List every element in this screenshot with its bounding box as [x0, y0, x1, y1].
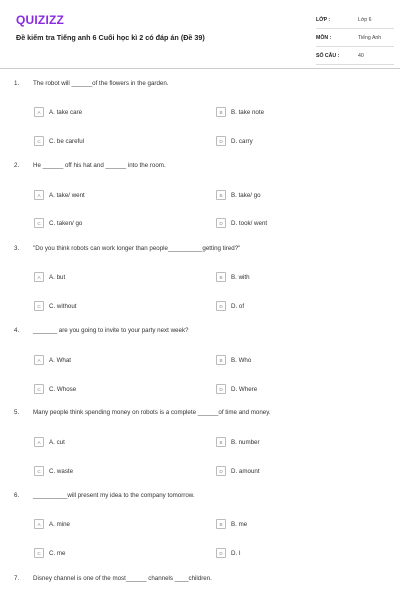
- option-letter-box: A: [34, 519, 44, 529]
- option-b[interactable]: [216, 519, 247, 529]
- option-text: D. carry: [231, 137, 253, 145]
- option-d[interactable]: [216, 466, 260, 476]
- question-text: _______ are you going to invite to your party next week?: [33, 327, 189, 334]
- meta-count-value: 40: [358, 52, 364, 59]
- option-letter-box: D: [216, 136, 226, 146]
- option-b[interactable]: [216, 190, 261, 200]
- option-text: D. took/ went: [231, 219, 268, 227]
- option-text: D. I: [231, 549, 241, 557]
- option-letter-box: A: [34, 107, 44, 117]
- option-d[interactable]: [216, 218, 267, 228]
- option-letter-box: A: [34, 355, 44, 365]
- option-b[interactable]: [216, 107, 264, 117]
- question-text: Many people think spending money on robots is a complete ______of time and money.: [33, 409, 271, 416]
- question-text: He ______ off his hat and ______ into the room.: [33, 162, 166, 169]
- option-letter-box: D: [216, 218, 226, 228]
- meta-class-row: [316, 11, 394, 29]
- option-c[interactable]: [34, 218, 82, 228]
- question-number: 5.: [14, 409, 20, 416]
- question-number: 4.: [14, 327, 20, 334]
- meta-box: [316, 11, 394, 65]
- question-text: Disney channel is one of the most______ channels ____children.: [33, 575, 212, 582]
- meta-subject-label: MÔN :: [316, 34, 332, 41]
- option-text: C. without: [49, 302, 77, 310]
- option-text: D. Where: [231, 385, 258, 393]
- option-letter-box: B: [216, 519, 226, 529]
- option-b[interactable]: [216, 437, 260, 447]
- question-number: 3.: [14, 245, 20, 252]
- option-text: B. Who: [231, 356, 252, 364]
- option-d[interactable]: [216, 548, 241, 558]
- option-text: D. amount: [231, 467, 260, 475]
- meta-class-label: LỚP :: [316, 16, 331, 23]
- option-text: C. taken/ go: [49, 219, 83, 227]
- option-letter-box: A: [34, 437, 44, 447]
- option-text: C. be careful: [49, 137, 85, 145]
- option-text: D. of: [231, 302, 245, 310]
- option-a[interactable]: [34, 190, 85, 200]
- option-letter-box: B: [216, 190, 226, 200]
- option-d[interactable]: [216, 136, 253, 146]
- meta-count-label: SỐ CÂU :: [316, 52, 340, 59]
- meta-subject-value: Tiếng Anh: [358, 34, 382, 41]
- worksheet-title: Đề kiểm tra Tiếng anh 6 Cuối học kì 2 có đáp án (Đề 39): [16, 33, 205, 42]
- option-letter-box: C: [34, 384, 44, 394]
- option-letter-box: D: [216, 548, 226, 558]
- option-text: B. take note: [231, 108, 265, 116]
- option-a[interactable]: [34, 437, 65, 447]
- option-text: B. with: [231, 273, 250, 281]
- option-text: A. What: [49, 356, 72, 364]
- meta-class-value: Lớp 6: [358, 16, 372, 23]
- option-c[interactable]: [34, 384, 76, 394]
- option-text: A. mine: [49, 520, 70, 528]
- question-text: __________will present my idea to the company tomorrow.: [33, 492, 195, 499]
- option-letter-box: C: [34, 466, 44, 476]
- option-letter-box: C: [34, 136, 44, 146]
- option-letter-box: B: [216, 355, 226, 365]
- question-number: 7.: [14, 575, 20, 582]
- option-text: C. Whose: [49, 385, 77, 393]
- option-c[interactable]: [34, 466, 73, 476]
- option-text: A. but: [49, 273, 66, 281]
- option-a[interactable]: [34, 272, 65, 282]
- option-c[interactable]: [34, 136, 84, 146]
- question-number: 6.: [14, 492, 20, 499]
- option-a[interactable]: [34, 355, 71, 365]
- question-text: "Do you think robots can work longer than people__________getting tired?": [33, 245, 241, 252]
- question-number: 2.: [14, 162, 20, 169]
- option-a[interactable]: [34, 107, 82, 117]
- option-c[interactable]: [34, 548, 66, 558]
- option-letter-box: B: [216, 437, 226, 447]
- option-letter-box: A: [34, 190, 44, 200]
- option-text: C. me: [49, 549, 66, 557]
- option-text: C. waste: [49, 467, 74, 475]
- meta-subject-row: [316, 29, 394, 47]
- option-text: B. me: [231, 520, 248, 528]
- option-text: A. take/ went: [49, 191, 85, 199]
- option-letter-box: D: [216, 384, 226, 394]
- option-text: A. take care: [49, 108, 83, 116]
- option-b[interactable]: [216, 355, 251, 365]
- option-letter-box: C: [34, 548, 44, 558]
- option-text: B. take/ go: [231, 191, 261, 199]
- option-letter-box: D: [216, 301, 226, 311]
- meta-count-row: [316, 47, 394, 65]
- option-a[interactable]: [34, 519, 70, 529]
- option-letter-box: C: [34, 301, 44, 311]
- option-text: B. number: [231, 438, 260, 446]
- option-b[interactable]: [216, 272, 250, 282]
- option-d[interactable]: [216, 301, 244, 311]
- option-letter-box: C: [34, 218, 44, 228]
- quizizz-logo: QUIZIZZ: [16, 13, 65, 27]
- option-letter-box: A: [34, 272, 44, 282]
- question-text: The robot will ______of the flowers in the garden.: [33, 80, 169, 87]
- option-text: A. cut: [49, 438, 65, 446]
- option-letter-box: B: [216, 272, 226, 282]
- option-letter-box: B: [216, 107, 226, 117]
- header-separator: [0, 68, 400, 69]
- option-letter-box: D: [216, 466, 226, 476]
- option-d[interactable]: [216, 384, 257, 394]
- question-number: 1.: [14, 80, 20, 87]
- option-c[interactable]: [34, 301, 77, 311]
